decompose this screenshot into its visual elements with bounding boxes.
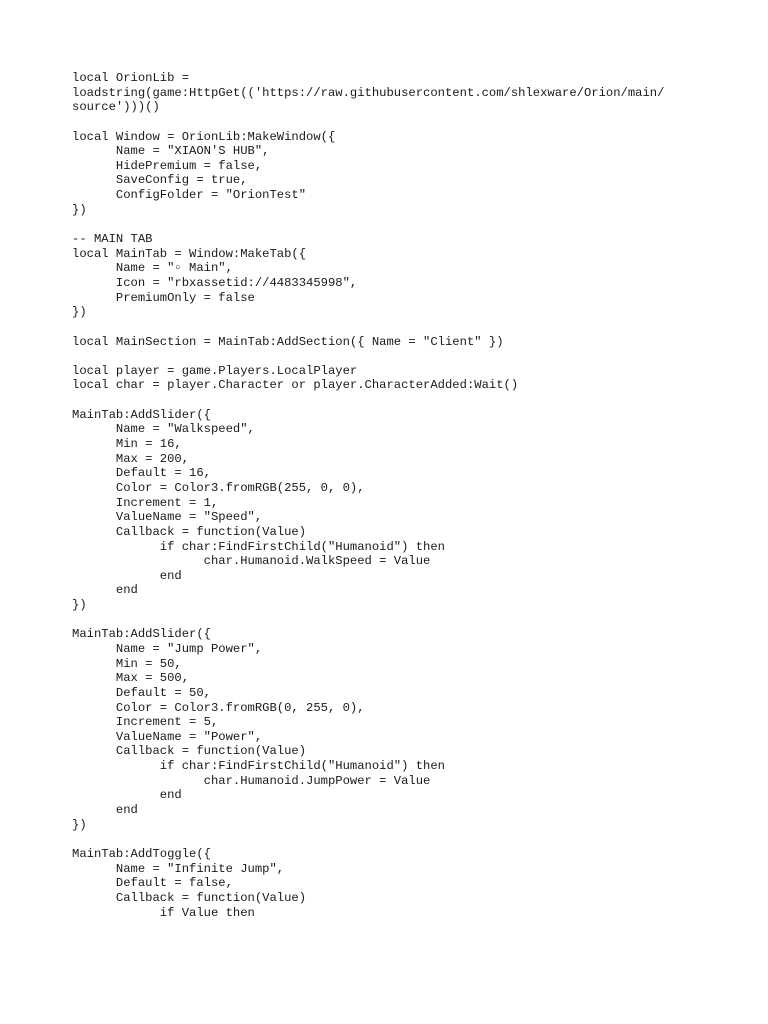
code-line: Name = "Walkspeed", [72,422,255,437]
code-line: Default = 16, [72,466,211,481]
code-line: if char:FindFirstChild("Humanoid") then [72,539,445,554]
code-line: local MainSection = MainTab:AddSection({ Name = "Client" }) [72,334,504,349]
code-line: Max = 200, [72,451,190,466]
code-line: if Value then [72,905,255,920]
code-line: end [72,803,138,818]
code-line: Name = "XIAON'S HUB", [72,144,270,159]
code-line [72,320,732,335]
code-line [72,613,732,628]
code-line: Default = 50, [72,685,211,700]
code-line: ValueName = "Power", [72,729,263,744]
code-block [72,71,732,920]
code-line: Color = Color3.fromRGB(255, 0, 0), [72,480,365,495]
code-line: }) [72,305,87,320]
code-line [72,393,732,408]
code-line: Callback = function(Value) [72,744,307,759]
code-line: Callback = function(Value) [72,524,307,539]
code-line: end [72,568,182,583]
code-line [72,115,732,130]
code-line: Callback = function(Value) [72,890,307,905]
code-line: loadstring(game:HttpGet(('https://raw.githubusercontent.com/shlexware/Orion/main/ [72,85,665,100]
code-line: Default = false, [72,876,233,891]
code-line [72,349,732,364]
code-line: ConfigFolder = "OrionTest" [72,188,307,203]
code-line: local Window = OrionLib:MakeWindow({ [72,129,336,144]
code-line: end [72,788,182,803]
code-line: -- MAIN TAB [72,232,153,247]
code-line: MainTab:AddToggle({ [72,846,211,861]
code-line: Icon = "rbxassetid://4483345998", [72,275,358,290]
code-line: Min = 50, [72,656,182,671]
code-line: source')))() [72,100,160,115]
code-line: Name = "Jump Power", [72,641,263,656]
code-line: local player = game.Players.LocalPlayer [72,363,358,378]
code-line: local char = player.Character or player.CharacterAdded:Wait() [72,378,519,393]
code-line: PremiumOnly = false [72,290,255,305]
code-line: Color = Color3.fromRGB(0, 255, 0), [72,700,365,715]
code-line: Increment = 5, [72,715,219,730]
code-line: end [72,583,138,598]
code-line: Name = "▫ Main", [72,261,233,276]
code-line: local MainTab = Window:MakeTab({ [72,246,307,261]
code-line: }) [72,817,87,832]
code-line [72,217,732,232]
code-line: MainTab:AddSlider({ [72,407,211,422]
code-line: Increment = 1, [72,495,219,510]
code-line: }) [72,202,87,217]
code-line: MainTab:AddSlider({ [72,627,211,642]
code-line: char.Humanoid.JumpPower = Value [72,773,431,788]
code-line: SaveConfig = true, [72,173,248,188]
code-line: ValueName = "Speed", [72,510,263,525]
code-line: Name = "Infinite Jump", [72,861,285,876]
code-line: if char:FindFirstChild("Humanoid") then [72,759,445,774]
code-line: }) [72,598,87,613]
code-line: HidePremium = false, [72,158,263,173]
code-line [72,832,732,847]
code-line: local OrionLib = [72,71,190,85]
code-line: char.Humanoid.WalkSpeed = Value [72,554,431,569]
code-line: Max = 500, [72,671,190,686]
code-line: Min = 16, [72,437,182,452]
